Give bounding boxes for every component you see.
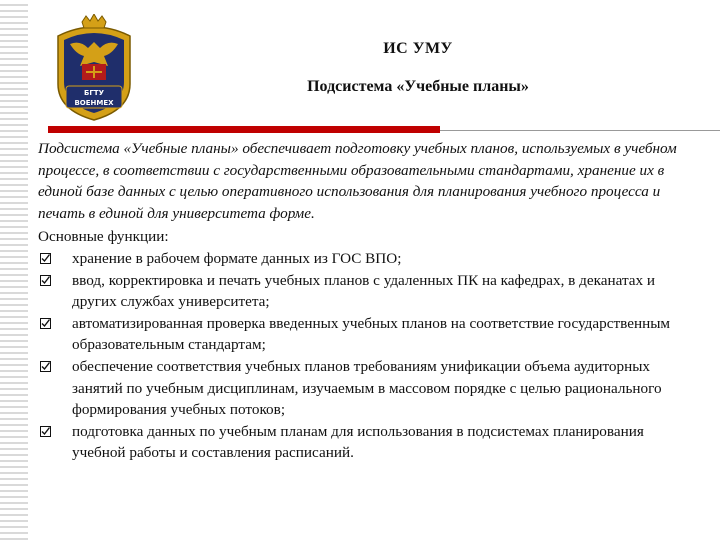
list-item	[38, 270, 692, 313]
page-subtitle: Подсистема «Учебные планы»	[307, 78, 529, 95]
slide-content	[38, 138, 692, 464]
checkbox-checked-icon	[40, 361, 51, 372]
checkbox-checked-icon	[40, 275, 51, 286]
checkbox-checked-icon	[40, 318, 51, 329]
accent-bar	[48, 126, 440, 133]
list-item	[38, 356, 692, 421]
functions-list	[38, 248, 692, 464]
slide	[28, 0, 720, 540]
checkbox-checked-icon	[40, 426, 51, 437]
function-text: хранение в рабочем формате данных из ГОС ВПО;	[72, 249, 402, 267]
emblem-label-bottom: ВОЕНМЕХ	[74, 99, 114, 107]
intro-paragraph: Подсистема «Учебные планы» обеспечивает подготовку учебных планов, используемых в учебном процессе, в соответствии с государственными образовательными стандартами, хранение их в единой базе данных с целью оперативного использования для планирования учебного процесса и печать в единой для университета форме.	[38, 140, 677, 222]
list-item	[38, 248, 692, 270]
list-item	[38, 313, 692, 356]
university-emblem-icon	[52, 14, 136, 122]
page-title: ИС УМУ	[383, 40, 453, 57]
checkbox-checked-icon	[40, 253, 51, 264]
emblem-label-top: БГТУ	[84, 89, 104, 97]
functions-heading: Основные функции:	[38, 228, 169, 246]
list-item	[38, 421, 692, 464]
function-text: обеспечение соответствия учебных планов требованиям унификации объема аудиторных занятий по учебным дисциплинам, изучаемым в массовом порядке с целью рационального формирования учебных потоков;	[72, 357, 662, 419]
function-text: автоматизированная проверка введенных учебных планов на соответствие государственным образовательным стандартам;	[72, 314, 671, 354]
function-text: подготовка данных по учебным планам для использования в подсистемах планирования учебной работы и составления расписаний.	[72, 422, 644, 462]
function-text: ввод, корректировка и печать учебных планов с удаленных ПК на кафедрах, в деканатах и других службах университета;	[72, 271, 656, 311]
